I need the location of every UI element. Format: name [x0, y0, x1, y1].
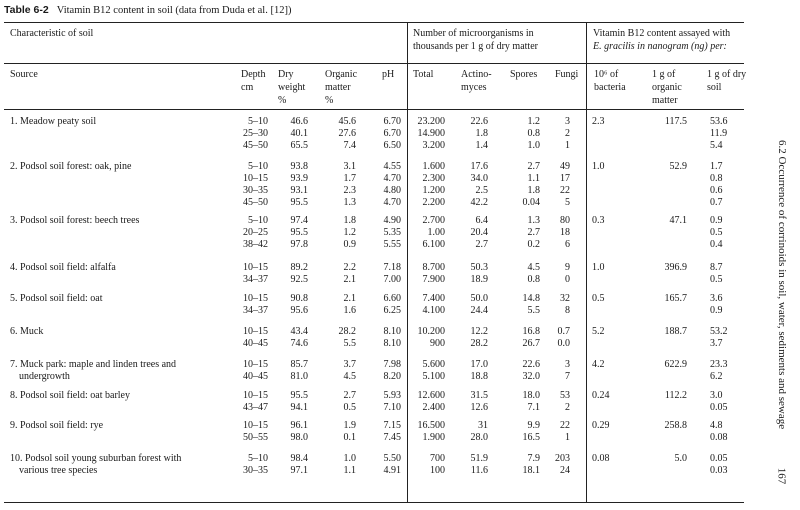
col-g-dry: 1 g of dry soil — [707, 69, 747, 93]
cell-spores: 18.0 7.1 — [522, 390, 540, 413]
table-title: Vitamin B12 content in soil (data from Duda et al. [12]) — [56, 5, 292, 16]
cell-organic: 2.2 2.1 — [343, 262, 356, 285]
group-soil: Characteristic of soil — [10, 28, 94, 39]
cell-actino: 6.4 20.4 2.7 — [470, 215, 488, 250]
cell-depth: 5–10 10–15 30–35 45–50 — [243, 161, 268, 208]
cell-source — [10, 215, 235, 227]
cell-spores: 14.8 5.5 — [522, 293, 540, 316]
cell-source — [10, 420, 235, 432]
cell-spores: 4.5 0.8 — [527, 262, 540, 285]
cell-spores: 22.6 32.0 — [522, 359, 540, 382]
group-micro-2: thousands per 1 g of dry matter — [413, 41, 538, 52]
cell-depth: 10–15 43–47 — [243, 390, 268, 413]
cell-spores: 1.2 0.8 1.0 — [527, 116, 540, 151]
cell-depth: 10–15 34–37 — [243, 262, 268, 285]
cell-organic: 3.7 4.5 — [343, 359, 356, 382]
cell-actino: 17.0 18.8 — [470, 359, 488, 382]
cell-g-org: 5.0 — [674, 453, 687, 464]
source-label: 9. Podsol soil field: rye — [10, 420, 104, 431]
cell-bact: 0.24 — [592, 390, 610, 401]
source-label: 1. Meadow peaty soil — [10, 116, 97, 127]
cell-spores: 9.9 16.5 — [522, 420, 540, 443]
cell-spores: 16.8 26.7 — [522, 326, 540, 349]
cell-depth: 5–10 20–25 38–42 — [243, 215, 268, 250]
cell-ph: 4.90 5.35 5.55 — [383, 215, 401, 250]
cell-g-dry: 53.6 11.9 5.4 — [710, 116, 728, 151]
cell-g-org: 52.9 — [669, 161, 687, 172]
cell-total: 700 100 — [430, 453, 445, 476]
cell-fungi: 203 24 — [555, 453, 570, 476]
cell-g-org: 165.7 — [664, 293, 687, 304]
cell-dry: 95.5 94.1 — [290, 390, 308, 413]
cell-g-dry: 23.3 6.2 — [710, 359, 728, 382]
cell-organic: 2.1 1.6 — [343, 293, 356, 316]
cell-organic: 2.7 0.5 — [343, 390, 356, 413]
source-label-continued: various tree species — [19, 465, 98, 476]
cell-bact: 4.2 — [592, 359, 605, 370]
cell-ph: 6.70 6.70 6.50 — [383, 116, 401, 151]
group-vit-2: E. gracilis in nanogram (ng) per: — [593, 41, 727, 52]
source-label: 5. Podsol soil field: oat — [10, 293, 103, 304]
cell-g-org: 47.1 — [669, 215, 687, 226]
col-dry: Dry weight % — [278, 69, 306, 106]
col-depth: Depth cm — [241, 69, 266, 93]
source-label: 4. Podsol soil field: alfalfa — [10, 262, 116, 273]
cell-fungi: 32 8 — [560, 293, 570, 316]
cell-g-org: 112.2 — [664, 390, 687, 401]
cell-dry: 85.7 81.0 — [290, 359, 308, 382]
cell-source — [10, 161, 235, 173]
cell-bact: 2.3 — [592, 116, 605, 127]
running-head: 6.2 Occurrence of corrinoids in soil, water, sediments and sewage — [776, 140, 788, 430]
cell-total: 2.700 1.00 6.100 — [422, 215, 445, 250]
cell-fungi: 53 2 — [560, 390, 570, 413]
cell-source — [10, 293, 235, 305]
cell-dry: 46.6 40.1 65.5 — [290, 116, 308, 151]
cell-g-org: 117.5 — [664, 116, 687, 127]
cell-source — [10, 390, 235, 402]
cell-spores: 7.9 18.1 — [522, 453, 540, 476]
divider-vitamin — [586, 22, 587, 502]
cell-g-dry: 8.7 0.5 — [710, 262, 723, 285]
source-label: 2. Podsol soil forest: oak, pine — [10, 161, 132, 172]
cell-total: 23.200 14.900 3.200 — [417, 116, 445, 151]
cell-bact: 0.08 — [592, 453, 610, 464]
cell-source — [10, 116, 235, 128]
source-label-continued: undergrowth — [19, 371, 70, 382]
cell-fungi: 0.7 0.0 — [557, 326, 570, 349]
cell-actino: 22.6 1.8 1.4 — [470, 116, 488, 151]
cell-organic: 28.2 5.5 — [338, 326, 356, 349]
cell-actino: 51.9 11.6 — [470, 453, 488, 476]
cell-fungi: 80 18 6 — [560, 215, 570, 250]
cell-depth: 5–10 30–35 — [243, 453, 268, 476]
group-vit-1: Vitamin B12 content assayed with — [593, 28, 731, 39]
header-rule — [4, 63, 744, 64]
col-total: Total — [413, 69, 434, 80]
cell-bact: 0.5 — [592, 293, 605, 304]
cell-fungi: 9 0 — [565, 262, 570, 285]
cell-g-dry: 3.0 0.05 — [710, 390, 728, 413]
column-header-rule — [4, 109, 744, 110]
cell-dry: 93.8 93.9 93.1 95.5 — [290, 161, 308, 208]
cell-spores: 2.7 1.1 1.8 0.04 — [522, 161, 540, 208]
cell-g-dry: 3.6 0.9 — [710, 293, 723, 316]
col-source: Source — [10, 69, 38, 80]
col-ph: pH — [382, 69, 395, 80]
cell-bact: 1.0 — [592, 161, 605, 172]
cell-g-dry: 4.8 0.08 — [710, 420, 728, 443]
cell-g-dry: 1.7 0.8 0.6 0.7 — [710, 161, 723, 208]
source-label: 7. Muck park: maple and linden trees and — [10, 359, 177, 370]
source-label: 3. Podsol soil forest: beech trees — [10, 215, 140, 226]
cell-dry: 96.1 98.0 — [290, 420, 308, 443]
cell-actino: 12.2 28.2 — [470, 326, 488, 349]
cell-dry: 90.8 95.6 — [290, 293, 308, 316]
cell-depth: 10–15 50–55 — [243, 420, 268, 443]
cell-actino: 31.5 12.6 — [470, 390, 488, 413]
cell-total: 16.500 1.900 — [417, 420, 445, 443]
cell-dry: 43.4 74.6 — [290, 326, 308, 349]
cell-ph: 7.18 7.00 — [383, 262, 401, 285]
cell-total: 10.200 900 — [417, 326, 445, 349]
cell-bact: 5.2 — [592, 326, 605, 337]
cell-g-org: 188.7 — [664, 326, 687, 337]
table-label: Table 6-2 — [4, 4, 49, 16]
col-spores: Spores — [510, 69, 538, 80]
cell-g-org: 258.8 — [664, 420, 687, 431]
cell-fungi: 3 2 1 — [565, 116, 570, 151]
cell-actino: 17.6 34.0 2.5 42.2 — [470, 161, 488, 208]
cell-g-dry: 0.05 0.03 — [710, 453, 728, 476]
cell-organic: 1.0 1.1 — [343, 453, 356, 476]
cell-ph: 5.93 7.10 — [383, 390, 401, 413]
cell-fungi: 49 17 22 5 — [560, 161, 570, 208]
cell-depth: 5–10 25–30 45–50 — [243, 116, 268, 151]
cell-source — [10, 326, 235, 338]
col-organic: Organic matter % — [325, 69, 358, 106]
cell-depth: 10–15 40–45 — [243, 359, 268, 382]
col-fungi: Fungi — [555, 69, 579, 80]
cell-bact: 0.3 — [592, 215, 605, 226]
page-number: 167 — [775, 467, 788, 485]
cell-total: 8.700 7.900 — [422, 262, 445, 285]
cell-bact: 0.29 — [592, 420, 610, 431]
cell-dry: 98.4 97.1 — [290, 453, 308, 476]
cell-ph: 7.98 8.20 — [383, 359, 401, 382]
top-rule — [4, 22, 744, 23]
cell-actino: 50.3 18.9 — [470, 262, 488, 285]
cell-depth: 10–15 40–45 — [243, 326, 268, 349]
cell-dry: 89.2 92.5 — [290, 262, 308, 285]
cell-g-org: 396.9 — [664, 262, 687, 273]
cell-total: 7.400 4.100 — [422, 293, 445, 316]
cell-ph: 5.50 4.91 — [383, 453, 401, 476]
col-actino: Actino- myces — [461, 69, 492, 93]
cell-organic: 45.6 27.6 7.4 — [338, 116, 356, 151]
source-label: 6. Muck — [10, 326, 44, 337]
source-label: 10. Podsol soil young suburban forest with — [10, 453, 182, 464]
cell-bact: 1.0 — [592, 262, 605, 273]
cell-ph: 8.10 8.10 — [383, 326, 401, 349]
cell-g-dry: 0.9 0.5 0.4 — [710, 215, 723, 250]
cell-organic: 1.8 1.2 0.9 — [343, 215, 356, 250]
cell-source — [10, 453, 235, 477]
cell-total: 1.600 2.300 1.200 2.200 — [422, 161, 445, 208]
col-bacteria: 10⁶ of bacteria — [594, 69, 626, 93]
cell-actino: 31 28.0 — [470, 420, 488, 443]
cell-actino: 50.0 24.4 — [470, 293, 488, 316]
cell-fungi: 3 7 — [565, 359, 570, 382]
table-caption — [4, 4, 291, 16]
cell-ph: 6.60 6.25 — [383, 293, 401, 316]
cell-g-dry: 53.2 3.7 — [710, 326, 728, 349]
cell-spores: 1.3 2.7 0.2 — [527, 215, 540, 250]
cell-dry: 97.4 95.5 97.8 — [290, 215, 308, 250]
source-label: 8. Podsol soil field: oat barley — [10, 390, 130, 401]
cell-total: 12.600 2.400 — [417, 390, 445, 413]
cell-fungi: 22 1 — [560, 420, 570, 443]
cell-ph: 7.15 7.45 — [383, 420, 401, 443]
cell-source — [10, 359, 235, 383]
cell-organic: 1.9 0.1 — [343, 420, 356, 443]
cell-g-org: 622.9 — [664, 359, 687, 370]
cell-depth: 10–15 34–37 — [243, 293, 268, 316]
cell-ph: 4.55 4.70 4.80 4.70 — [383, 161, 401, 208]
bottom-rule — [4, 502, 744, 503]
group-micro-1: Number of microorganisms in — [413, 28, 534, 39]
cell-source — [10, 262, 235, 274]
cell-organic: 3.1 1.7 2.3 1.3 — [343, 161, 356, 208]
cell-total: 5.600 5.100 — [422, 359, 445, 382]
col-g-organic: 1 g of organic matter — [652, 69, 682, 106]
